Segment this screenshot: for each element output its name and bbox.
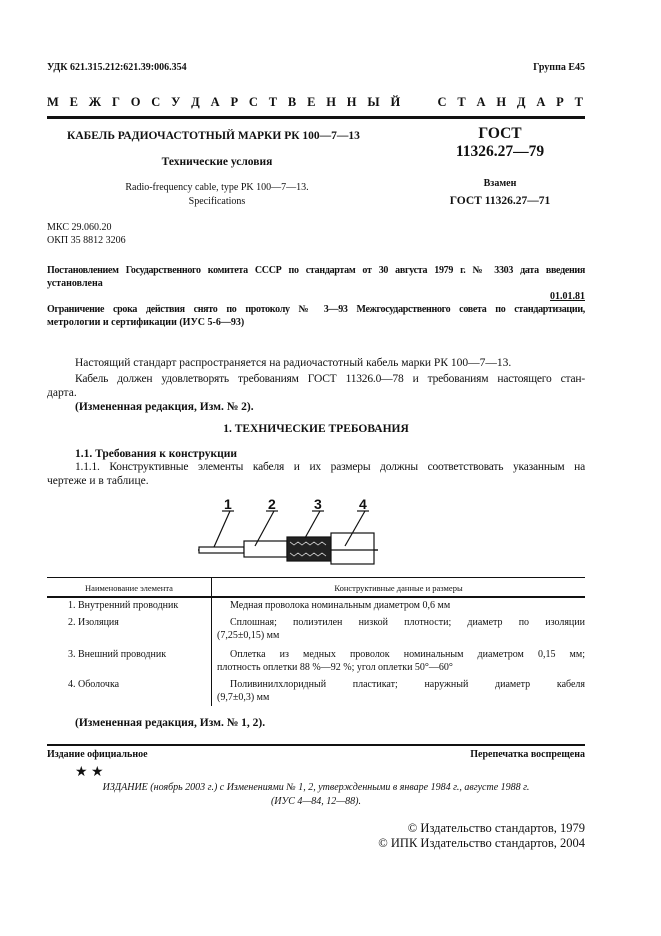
table-cell: (7,25±0,15) мм xyxy=(217,630,280,641)
replaces-label: Взамен xyxy=(483,178,517,189)
amendment-note: (Измененная редакция, Изм. № 2). xyxy=(75,401,254,413)
effective-date: 01.01.81 xyxy=(550,291,585,302)
decree-text-2: установлена xyxy=(47,278,103,289)
copyright-2: © ИПК Издательство стандартов, 2004 xyxy=(378,836,585,850)
label-1: 1 xyxy=(224,496,232,512)
jacket xyxy=(331,533,374,564)
outer-braid xyxy=(287,537,331,561)
udk-code: УДК 621.315.212:621.39:006.354 xyxy=(47,62,187,73)
insulation xyxy=(244,541,287,557)
table-cell: Оплетка из медных проволок номинальным диаметром 0,15 мм; xyxy=(230,649,585,660)
stars-icon: ★ ★ xyxy=(75,765,104,780)
mks-code: МКС 29.060.20 xyxy=(47,222,112,233)
english-title: Radio-frequency cable, type PK 100—7—13. xyxy=(125,182,309,193)
standard-type: М Е Ж Г О С У Д А Р С Т В Е Н Н Ы Й С Т А Н Д А Р Т xyxy=(47,95,585,109)
gost-label: ГОСТ xyxy=(478,125,522,142)
table-cell: плотность оплетки 88 %—92 %; угол оплетки 50°—60° xyxy=(217,662,453,673)
copyright-1: © Издательство стандартов, 1979 xyxy=(407,821,585,835)
table-cell: Медная проволока номинальным диаметром 0,6 мм xyxy=(230,600,451,611)
table-cell: 2. Изоляция xyxy=(68,617,119,628)
column-header: Конструктивные данные и размеры xyxy=(334,583,463,593)
section-paragraph-2: чертеже и в таблице. xyxy=(47,475,149,487)
section-paragraph: 1.1.1. Конструктивные элементы кабеля и их размеры должны соответствовать указанным на xyxy=(75,461,585,473)
document-title: КАБЕЛЬ РАДИОЧАСТОТНЫЙ МАРКИ РК 100—7—13 xyxy=(67,130,360,142)
okp-code: ОКП 35 8812 3206 xyxy=(47,235,126,246)
section-heading: 1. ТЕХНИЧЕСКИЕ ТРЕБОВАНИЯ xyxy=(223,423,409,435)
table-cell: 3. Внешний проводник xyxy=(68,649,167,660)
table-cell: 1. Внутренний проводник xyxy=(68,600,179,611)
intro-paragraph-3: дарта. xyxy=(47,387,77,399)
inner-conductor xyxy=(199,547,244,553)
leader-1 xyxy=(214,511,230,547)
label-4: 4 xyxy=(359,496,367,512)
limit-text: Ограничение срока действия снято по протоколу № 3—93 Межгосударственного совета по стандартизации, xyxy=(47,304,585,315)
english-title-2: Specifications xyxy=(188,196,246,207)
edition-info: ИЗДАНИЕ (ноябрь 2003 г.) с Изменениями № 1, 2, утвержденными в январе 1984 г., августе 1988 г. xyxy=(102,782,530,793)
divider xyxy=(47,744,585,746)
edition-info-2: (ИУС 4—84, 12—88). xyxy=(270,796,362,807)
column-header: Наименование элемента xyxy=(85,583,173,593)
subsection-heading: 1.1. Требования к конструкции xyxy=(75,448,237,460)
label-3: 3 xyxy=(314,496,322,512)
document-subtitle: Технические условия xyxy=(161,156,273,168)
amendment-note-2: (Измененная редакция, Изм. № 1, 2). xyxy=(75,717,266,729)
table-cell: Поливинилхлоридный пластикат; наружный диаметр кабеля xyxy=(230,679,585,690)
table-cell: 4. Оболочка xyxy=(68,679,120,690)
decree-text: Постановлением Государственного комитета СССР по стандартам от 30 августа 1979 г. № 3303 дата введения xyxy=(47,265,585,276)
group-code: Группа Е45 xyxy=(533,62,585,73)
official-edition: Издание официальное xyxy=(47,749,148,760)
label-2: 2 xyxy=(268,496,276,512)
intro-paragraph: Настоящий стандарт распространяется на радиочастотный кабель марки РК 100—7—13. xyxy=(75,357,512,369)
intro-paragraph-2: Кабель должен удовлетворять требованиям ГОСТ 11326.0—78 и требованиям настоящего стан- xyxy=(75,373,585,385)
table-cell: Сплошная; полиэтилен низкой плотности; диаметр по изоляции xyxy=(230,617,585,628)
gost-number: 11326.27—79 xyxy=(455,143,545,160)
leader-3 xyxy=(305,511,320,538)
limit-text-2: метрологии и сертификации (ИУС 5-6—93) xyxy=(47,317,245,328)
table-cell: (9,7±0,3) мм xyxy=(217,692,270,703)
reprint-notice: Перепечатка воспрещена xyxy=(470,749,585,760)
replaces-number: ГОСТ 11326.27—71 xyxy=(449,195,551,207)
